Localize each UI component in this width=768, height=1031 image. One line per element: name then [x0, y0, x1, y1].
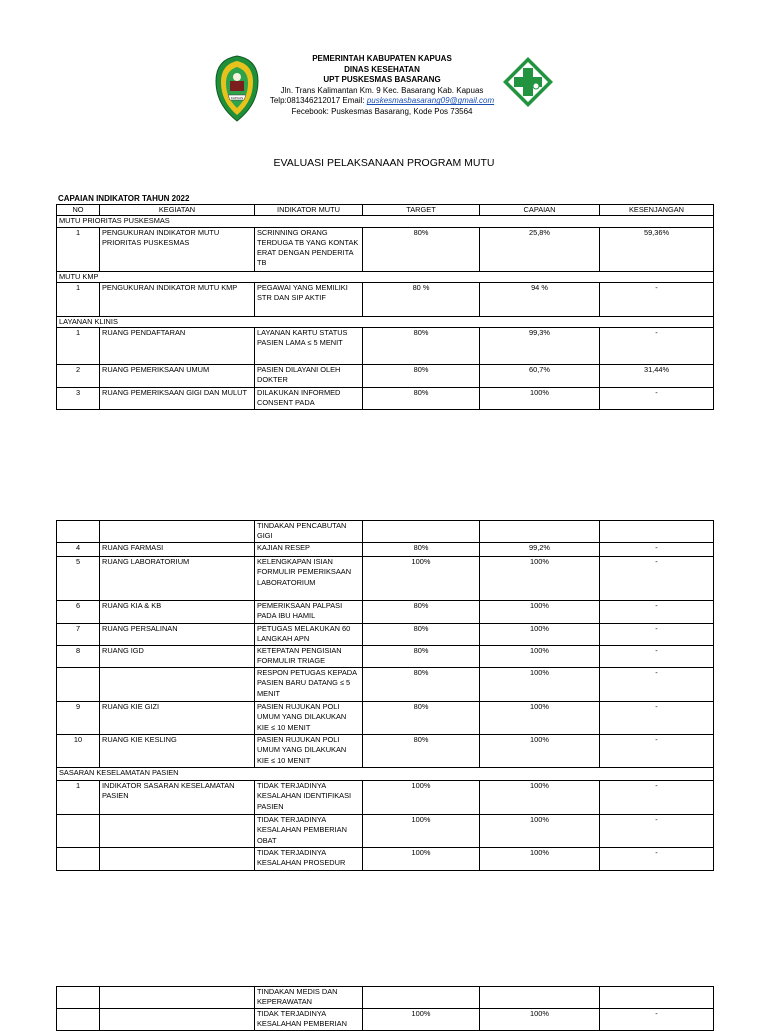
table-row: [57, 227, 714, 271]
cell-no: 3: [57, 388, 100, 410]
cell-kesenjangan: -: [600, 848, 714, 871]
cell-kegiatan: RUANG PENDAFTARAN: [100, 328, 255, 365]
letterhead-phone: Telp:081346212017 Email:: [269, 96, 367, 106]
cell-target: 100%: [363, 781, 480, 815]
cell-indikator: PASIEN RUJUKAN POLI UMUM YANG DILAKUKAN KIE ≤ 10 MENIT: [255, 702, 363, 735]
cell-indikator: TINDAKAN MEDIS DAN KEPERAWATAN: [255, 987, 363, 1009]
table-row: [57, 624, 714, 646]
col-header-kesenjangan: KESENJANGAN: [600, 205, 714, 216]
table-row: [57, 848, 714, 871]
cell-kesenjangan: -: [600, 601, 714, 624]
cell-target: 80%: [363, 646, 480, 668]
cell-target: 80%: [363, 601, 480, 624]
cell-indikator: KAJIAN RESEP: [255, 543, 363, 557]
cell-capaian: 100%: [480, 1009, 600, 1031]
cell-indikator: KETEPATAN PENGISIAN FORMULIR TRIAGE: [255, 646, 363, 668]
cell-kegiatan: RUANG KIE KESLING: [100, 735, 255, 768]
cell-no: [57, 1009, 100, 1031]
section-label: MUTU KMP: [57, 271, 714, 282]
cell-kegiatan: RUANG FARMASI: [100, 543, 255, 557]
table-header-row: [57, 205, 714, 216]
table-row: [57, 646, 714, 668]
cell-target: 80%: [363, 624, 480, 646]
cell-no: 5: [57, 557, 100, 601]
table-row: [57, 282, 714, 316]
cell-kesenjangan: -: [600, 543, 714, 557]
cell-target: 100%: [363, 1009, 480, 1031]
cell-kegiatan: [100, 848, 255, 871]
cell-kegiatan: [100, 987, 255, 1009]
letterhead-line-3: UPT PUSKESMAS BASARANG: [323, 75, 441, 85]
cell-target: 80%: [363, 388, 480, 410]
cell-capaian: [480, 987, 600, 1009]
cell-no: 6: [57, 601, 100, 624]
quality-indicator-table-page-1: [56, 204, 714, 410]
cell-no: [57, 815, 100, 848]
cell-kegiatan: PENGUKURAN INDIKATOR MUTU KMP: [100, 282, 255, 316]
table-row: [57, 1009, 714, 1031]
cell-target: [363, 987, 480, 1009]
cell-target: 100%: [363, 815, 480, 848]
table-row: [57, 388, 714, 410]
table-row: [57, 735, 714, 768]
cell-no: [57, 521, 100, 543]
cell-capaian: 100%: [480, 735, 600, 768]
cell-target: 100%: [363, 557, 480, 601]
cell-indikator: TIDAK TERJADINYA KESALAHAN PEMBERIAN OBAT: [255, 815, 363, 848]
cell-kesenjangan: -: [600, 282, 714, 316]
cell-kesenjangan: -: [600, 702, 714, 735]
cell-kegiatan: [100, 815, 255, 848]
cell-indikator: DILAKUKAN INFORMED CONSENT PADA: [255, 388, 363, 410]
cell-capaian: 100%: [480, 557, 600, 601]
cell-indikator: TIDAK TERJADINYA KESALAHAN IDENTIFIKASI PASIEN: [255, 781, 363, 815]
cell-no: 1: [57, 328, 100, 365]
table-row: [57, 781, 714, 815]
cell-capaian: 100%: [480, 815, 600, 848]
cell-kesenjangan: -: [600, 815, 714, 848]
quality-indicator-table-page-3: [56, 986, 714, 1031]
cell-indikator: TIDAK TERJADINYA KESALAHAN PEMBERIAN: [255, 1009, 363, 1031]
cell-indikator: PASIEN RUJUKAN POLI UMUM YANG DILAKUKAN KIE ≤ 10 MENIT: [255, 735, 363, 768]
cell-target: 80 %: [363, 282, 480, 316]
cell-no: [57, 848, 100, 871]
table-row: [57, 601, 714, 624]
letterhead-line-1: PEMERINTAH KABUPATEN KAPUAS: [312, 54, 452, 63]
table-row: [57, 702, 714, 735]
letterhead: [262, 54, 502, 118]
cell-no: [57, 668, 100, 702]
cell-indikator: RESPON PETUGAS KEPADA PASIEN BARU DATANG ≤ 5 MENIT: [255, 668, 363, 702]
cell-indikator: PEMERIKSAAN PALPASI PADA IBU HAMIL: [255, 601, 363, 624]
cell-no: 7: [57, 624, 100, 646]
cell-indikator: LAYANAN KARTU STATUS PASIEN LAMA ≤ 5 MENIT: [255, 328, 363, 365]
letterhead-contact: [262, 96, 502, 107]
cell-kegiatan: PENGUKURAN INDIKATOR MUTU PRIORITAS PUSKESMAS: [100, 227, 255, 271]
cell-no: 1: [57, 227, 100, 271]
section-row: [57, 271, 714, 282]
svg-text:KAPUAS: KAPUAS: [230, 96, 244, 100]
cell-indikator: KELENGKAPAN ISIAN FORMULIR PEMERIKSAAN LABORATORIUM: [255, 557, 363, 601]
table-row: [57, 815, 714, 848]
cell-kesenjangan: 31,44%: [600, 365, 714, 388]
cell-indikator: TIDAK TERJADINYA KESALAHAN PROSEDUR: [255, 848, 363, 871]
cell-no: 2: [57, 365, 100, 388]
letterhead-line-2: DINAS KESEHATAN: [344, 64, 420, 74]
cell-kegiatan: RUANG LABORATORIUM: [100, 557, 255, 601]
cell-no: 1: [57, 282, 100, 316]
cell-capaian: 99,3%: [480, 328, 600, 365]
cell-kegiatan: RUANG PEMERIKSAAN UMUM: [100, 365, 255, 388]
section-label: SASARAN KESELAMATAN PASIEN: [57, 768, 714, 781]
cell-capaian: 100%: [480, 646, 600, 668]
table-row: [57, 521, 714, 543]
cell-target: 80%: [363, 735, 480, 768]
table-row: [57, 328, 714, 365]
cell-kesenjangan: -: [600, 1009, 714, 1031]
cell-kesenjangan: -: [600, 557, 714, 601]
cell-capaian: 100%: [480, 781, 600, 815]
section-row: [57, 316, 714, 327]
col-header-no: NO: [57, 205, 100, 216]
cell-no: 1: [57, 781, 100, 815]
table-caption: CAPAIAN INDIKATOR TAHUN 2022: [58, 194, 190, 203]
cell-capaian: 100%: [480, 848, 600, 871]
cell-indikator: TINDAKAN PENCABUTAN GIGI: [255, 521, 363, 543]
cell-capaian: 60,7%: [480, 365, 600, 388]
cell-no: 4: [57, 543, 100, 557]
section-label: MUTU PRIORITAS PUSKESMAS: [57, 216, 714, 227]
cell-kegiatan: [100, 521, 255, 543]
table-row: [57, 543, 714, 557]
cell-capaian: [480, 521, 600, 543]
cell-capaian: 94 %: [480, 282, 600, 316]
email-link[interactable]: puskesmasbasarang09@gmail.com: [366, 96, 495, 106]
section-row: [57, 768, 714, 781]
cell-target: 100%: [363, 848, 480, 871]
cell-kegiatan: RUANG KIE GIZI: [100, 702, 255, 735]
cell-kegiatan: [100, 668, 255, 702]
cell-kesenjangan: 59,36%: [600, 227, 714, 271]
cell-indikator: PETUGAS MELAKUKAN 60 LANGKAH APN: [255, 624, 363, 646]
col-header-kegiatan: KEGIATAN: [100, 205, 255, 216]
cell-indikator: PASIEN DILAYANI OLEH DOKTER: [255, 365, 363, 388]
table-row: [57, 557, 714, 601]
cell-kesenjangan: [600, 987, 714, 1009]
cell-capaian: 25,8%: [480, 227, 600, 271]
cell-target: 80%: [363, 227, 480, 271]
cell-no: 9: [57, 702, 100, 735]
kabupaten-kapuas-logo: [213, 55, 261, 123]
cell-kesenjangan: -: [600, 624, 714, 646]
cell-capaian: 100%: [480, 624, 600, 646]
cell-capaian: 100%: [480, 388, 600, 410]
section-label: LAYANAN KLINIS: [57, 316, 714, 327]
cell-no: 8: [57, 646, 100, 668]
section-row: [57, 216, 714, 227]
cell-kesenjangan: -: [600, 668, 714, 702]
cell-target: 80%: [363, 702, 480, 735]
cell-indikator: SCRINNING ORANG TERDUGA TB YANG KONTAK ERAT DENGAN PENDERITA TB: [255, 227, 363, 271]
cell-no: 10: [57, 735, 100, 768]
cell-target: 80%: [363, 328, 480, 365]
cell-no: [57, 987, 100, 1009]
col-header-target: TARGET: [363, 205, 480, 216]
letterhead-address: Jln. Trans Kalimantan Km. 9 Kec. Basarang Kab. Kapuas: [280, 85, 484, 95]
cell-kegiatan: INDIKATOR SASARAN KESELAMATAN PASIEN: [100, 781, 255, 815]
cell-kesenjangan: -: [600, 735, 714, 768]
cell-target: 80%: [363, 668, 480, 702]
puskesmas-logo: [502, 56, 554, 122]
cell-kesenjangan: -: [600, 388, 714, 410]
cell-kegiatan: RUANG PEMERIKSAAN GIGI DAN MULUT: [100, 388, 255, 410]
cell-target: 80%: [363, 543, 480, 557]
cell-target: 80%: [363, 365, 480, 388]
table-row: [57, 365, 714, 388]
document-title: EVALUASI PELAKSANAAN PROGRAM MUTU: [273, 157, 495, 169]
cell-kegiatan: RUANG IGD: [100, 646, 255, 668]
cell-indikator: PEGAWAI YANG MEMILIKI STR DAN SIP AKTIF: [255, 282, 363, 316]
cell-kegiatan: RUANG PERSALINAN: [100, 624, 255, 646]
col-header-indikator: INDIKATOR MUTU: [255, 205, 363, 216]
table-row: [57, 987, 714, 1009]
cell-kesenjangan: -: [600, 646, 714, 668]
cell-kegiatan: [100, 1009, 255, 1031]
cell-kegiatan: RUANG KIA & KB: [100, 601, 255, 624]
col-header-capaian: CAPAIAN: [480, 205, 600, 216]
cell-target: [363, 521, 480, 543]
cell-kesenjangan: -: [600, 328, 714, 365]
cell-capaian: 99,2%: [480, 543, 600, 557]
cell-kesenjangan: [600, 521, 714, 543]
cell-capaian: 100%: [480, 601, 600, 624]
cell-kesenjangan: -: [600, 781, 714, 815]
cell-capaian: 100%: [480, 702, 600, 735]
table-row: [57, 668, 714, 702]
letterhead-facebook: Fecebook: Puskesmas Basarang, Kode Pos 73564: [291, 106, 473, 116]
quality-indicator-table-page-2: [56, 520, 714, 871]
cell-capaian: 100%: [480, 668, 600, 702]
